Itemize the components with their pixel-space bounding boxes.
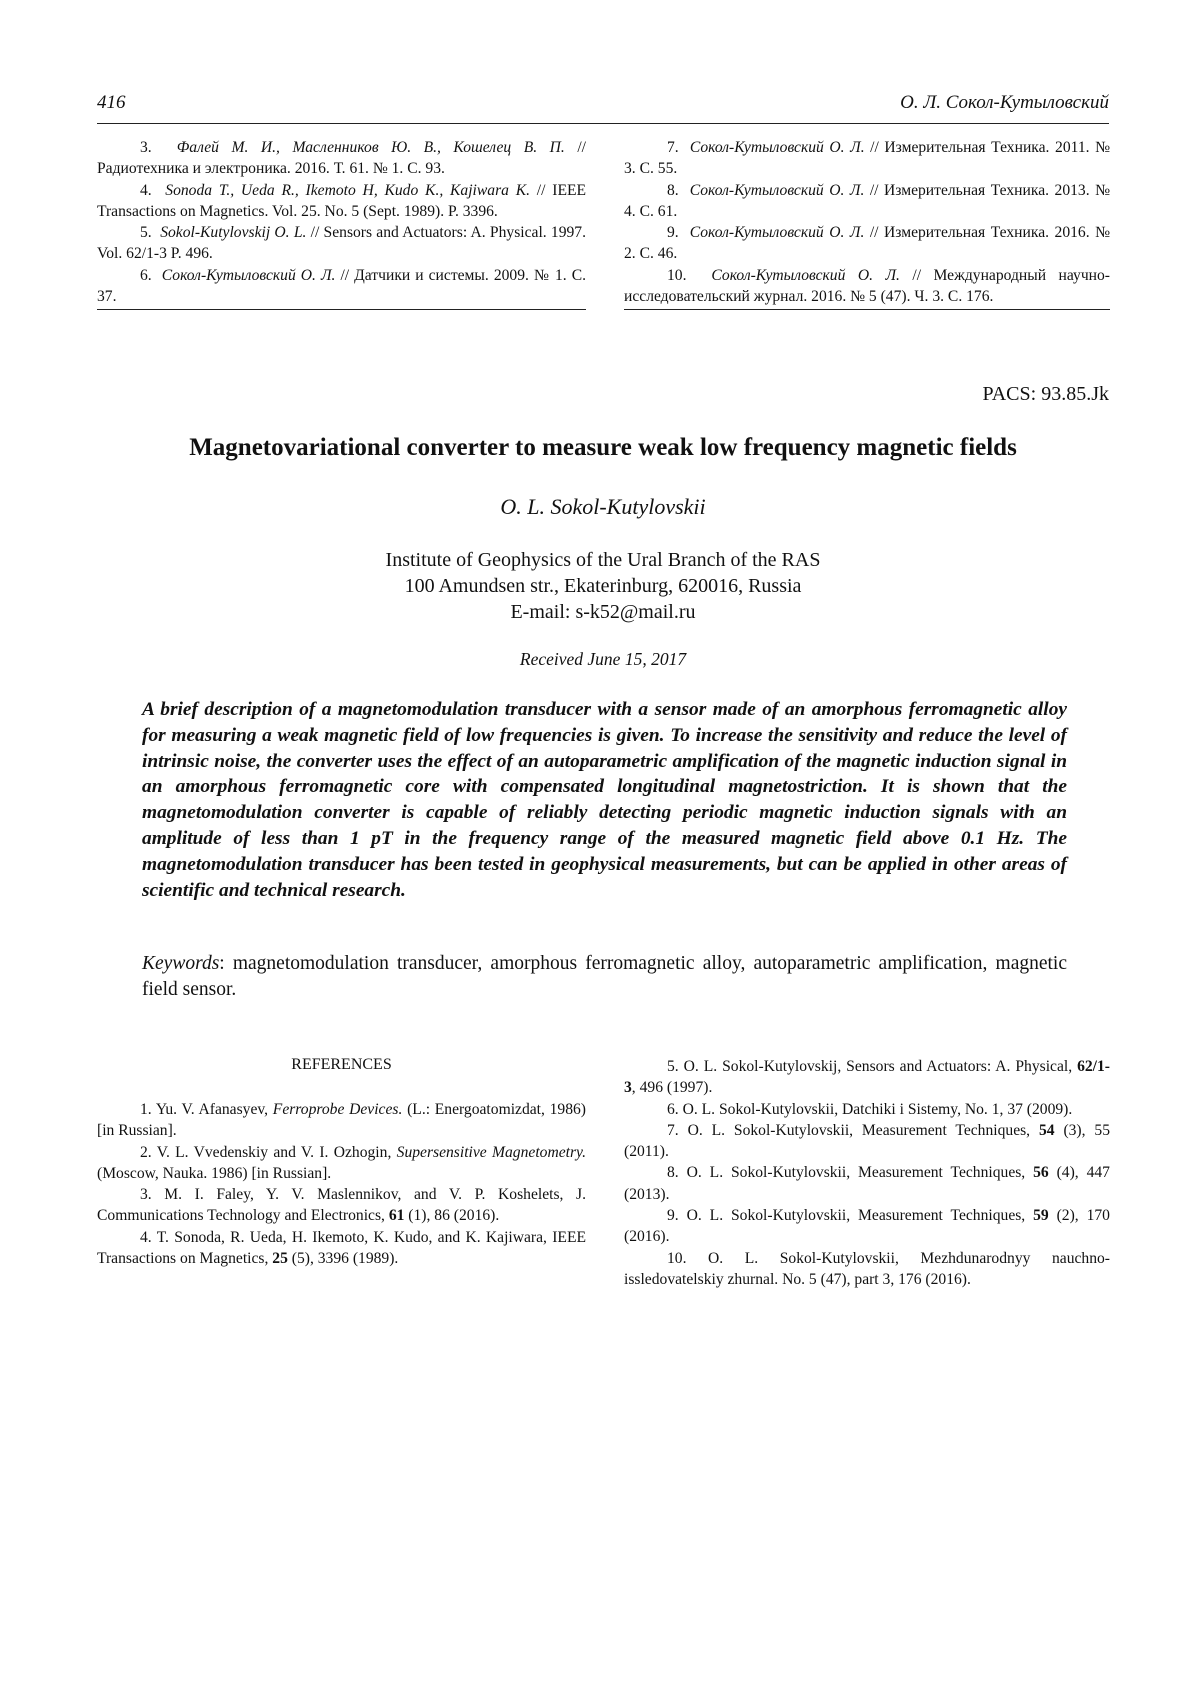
running-author: О. Л. Сокол-Кутыловский (900, 92, 1109, 113)
received-date: Received June 15, 2017 (519, 649, 687, 669)
column-end-rule-left (97, 309, 586, 310)
affiliation-email: E-mail: s-k52@mail.ru (510, 601, 696, 623)
reference-item: 8. O. L. Sokol-Kutylovskii, Measurement Techniques, 56 (4), 447 (2013). (624, 1164, 1110, 1203)
reference-item: 10. Сокол-Кутыловский О. Л. // Международный научно-исследовательский журнал. 2016. № 5 (47). Ч. 3. С. 176. (624, 266, 1111, 306)
reference-item: 5. Sokol-Kutylovskij O. L. // Sensors and Actuators: A. Physical. 1997. Vol. 62/1-3 P. 496. (97, 224, 586, 263)
reference-item: 1. Yu. V. Afanasyev, Ferroprobe Devices. (L.: Energoatomizdat, 1986) [in Russian]. (97, 1101, 586, 1140)
reference-item: 7. O. L. Sokol-Kutylovskii, Measurement Techniques, 54 (3), 55 (2011). (624, 1121, 1110, 1161)
reference-item: 4. Sonoda T., Ueda R., Ikemoto H, Kudo K., Kajiwara K. // IEEE Transactions on Magnetics. Vol. 25. No. 5 (Sept. 1989). P. 3396. (97, 181, 587, 220)
references-left (97, 1099, 586, 1269)
reference-item: 9. O. L. Sokol-Kutylovskii, Measurement Techniques, 59 (2), 170 (2016). (624, 1207, 1110, 1246)
references-right (624, 1056, 1110, 1290)
reference-item: 7. Сокол-Кутыловский О. Л. // Измерительная Техника. 2011. № 3. С. 55. (624, 139, 1110, 178)
reference-item: 2. V. L. Vvedenskiy and V. I. Ozhogin, Supersensitive Magnetometry. (Moscow, Nauka. 1986) [in Russian]. (97, 1143, 586, 1182)
article-title: Magnetovariational converter to measure weak low frequency magnetic fields (189, 434, 1017, 461)
reference-item: 9. Сокол-Кутыловский О. Л. // Измерительная Техника. 2016. № 2. С. 46. (624, 224, 1110, 263)
references-heading: REFERENCES (291, 1056, 392, 1073)
affiliation-address: 100 Amundsen str., Ekaterinburg, 620016, Russia (404, 575, 802, 597)
reference-item: 10. O. L. Sokol-Kutylovskii, Mezhdunarodnyy nauchno-issledovatelskiy zhurnal. No. 5 (47), part 3, 176 (2016). (624, 1249, 1110, 1288)
keywords-text: : magnetomodulation transducer, amorphous ferromagnetic alloy, autoparametric amplification, magnetic field sensor. (142, 953, 1067, 1000)
page-number: 416 (97, 92, 126, 113)
top-references-left (97, 137, 586, 307)
reference-item: 3. Фалей М. И., Масленников Ю. В., Кошелец В. П. // Радиотехника и электроника. 2016. Т. 61. № 1. С. 93. (97, 139, 586, 178)
article-author: O. L. Sokol-Kutylovskii (500, 494, 706, 519)
keywords-label: Keywords (142, 953, 220, 974)
running-header (97, 92, 1109, 122)
top-references-right (624, 137, 1110, 307)
reference-item: 5. O. L. Sokol-Kutylovskij, Sensors and Actuators: A. Physical, 62/1-3, 496 (1997). (624, 1058, 1110, 1097)
reference-item: 8. Сокол-Кутыловский О. Л. // Измерительная Техника. 2013. № 4. С. 61. (624, 181, 1110, 220)
reference-item: 3. M. I. Faley, Y. V. Maslennikov, and V. P. Koshelets, J. Communications Technology and Electronics, 61 (1), 86 (2016). (97, 1186, 586, 1225)
column-end-rule-right (624, 309, 1110, 310)
affiliation-institute: Institute of Geophysics of the Ural Branch of the RAS (385, 549, 821, 571)
reference-item: 6. O. L. Sokol-Kutylovskii, Datchiki i Sistemy, No. 1, 37 (2009). (667, 1100, 1073, 1118)
pacs-code: PACS: 93.85.Jk (982, 383, 1109, 405)
reference-item: 6. Сокол-Кутыловский О. Л. // Датчики и системы. 2009. № 1. С. 37. (97, 266, 586, 306)
affiliation (97, 547, 1109, 625)
reference-item: 4. T. Sonoda, R. Ueda, H. Ikemoto, K. Kudo, and K. Kajiwara, IEEE Transactions on Magnetics, 25 (5), 3396 (1989). (97, 1228, 586, 1268)
keywords (142, 951, 1067, 1003)
header-rule (97, 123, 1109, 124)
abstract: A brief description of a magnetomodulation transducer with a sensor made of an amorphous ferromagnetic alloy for measuring a weak magnetic field of low frequencies is given. To increase the sensitivity and reduce the level of intrinsic noise, the converter uses the effect of an autoparametric amplification of the magnetic induction signal in an amorphous ferromagnetic core with compensated longitudinal magnetostriction. It is shown that the magnetomodulation converter is capable of reliably detecting periodic magnetic induction signals with an amplitude of less than 1 pT in the frequency range of the measured magnetic field above 0.1 Hz. The magnetomodulation transducer has been tested in geophysical measurements, but can be applied in other areas of scientific and technical research. (142, 699, 1067, 901)
